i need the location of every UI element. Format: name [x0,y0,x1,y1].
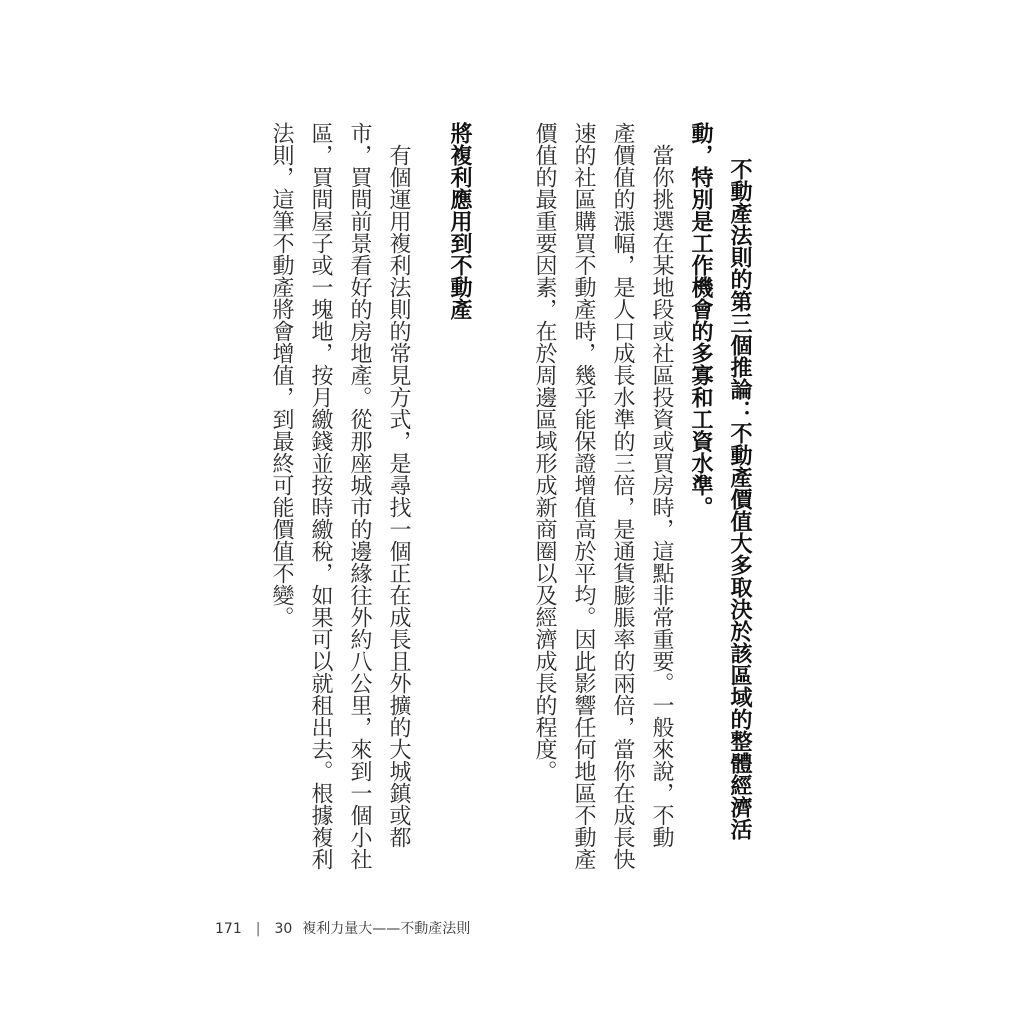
section-a-paragraph-line-4: 價值的最重要因素，在於周邊區域形成新商圈以及經濟成長的程度。 [532,122,557,782]
section-a-heading-line-2: 動，特別是工作機會的多寡和工資水準。 [688,122,713,518]
section-a-paragraph-line-3: 速的社區購買不動產時，幾乎能保證增值高於平均。因此影響任何地區不動產 [571,122,596,870]
section-b-paragraph-line-1: 有個運用複利法則的常見方式，是尋找一個正在成長且外擴的大城鎮或都 [386,122,411,848]
section-b-paragraph-line-3: 區，買間屋子或一塊地，按月繳錢並按時繳稅，如果可以就租出去。根據複利 [308,122,333,870]
section-b-paragraph-line-4: 法則，這筆不動產將會增值，到最終可能價值不變。 [269,122,294,628]
section-a-heading-line-1: 不動產法則的第三個推論：不動產價值大多取決於該區域的整體經濟活 [727,158,752,840]
footer-divider: | [255,921,261,937]
chapter-title: 複利力量大——不動產法則 [302,921,471,937]
page-number: 171 [215,921,242,937]
page-footer [215,918,470,938]
section-a-paragraph-line-1: 當你挑選在某地段或社區投資或買房時，這點非常重要。一般來說，不動 [649,122,674,848]
chapter-number: 30 [274,921,293,937]
section-b-heading: 將複利應用到不動產 [447,122,472,320]
section-a-paragraph-line-2: 產價值的漲幅，是人口成長水準的三倍，是通貨膨脹率的兩倍，當你在成長快 [610,122,635,870]
section-b-paragraph-line-2: 市，買間前景看好的房地產。從那座城市的邊緣往外約八公里，來到一個小社 [347,122,372,870]
